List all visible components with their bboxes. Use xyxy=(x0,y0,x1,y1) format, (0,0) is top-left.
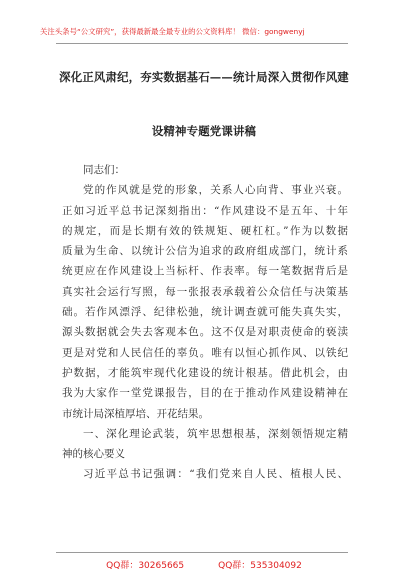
body-line: 的规定，而是长期有效的铁规矩、硬杠杠。”作为以数据 xyxy=(62,224,348,237)
body-line: 护数据，才能筑牢现代化建设的统计根基。借此机会，由 xyxy=(62,366,348,379)
footer xyxy=(0,558,408,571)
body-line: 源头数据就会失去客观本色。这不仅是对职责使命的亵渎 xyxy=(62,326,348,339)
body-line: 质量为生命、以统计公信为追求的政府组成部门，统计系 xyxy=(62,245,348,258)
header-rule xyxy=(56,43,348,44)
header-banner: 关注头条号“公文研究”，获得最新最全最专业的公文资料库！ 微信：gongwenyj xyxy=(40,27,305,36)
footer-qq-group-1: QQ群：30265665 xyxy=(106,561,185,571)
body-line: 党的作风就是党的形象，关系人心向背、事业兴衰。 xyxy=(83,184,348,197)
document-title-line-1: 深化正风肃纪，夯实数据基石——统计局深入贯彻作风建 xyxy=(59,70,349,84)
document-title-line-2: 设精神专题党课讲稿 xyxy=(151,124,257,138)
body-line: 市统计局深植厚培、开花结果。 xyxy=(62,407,209,420)
body-line: 我为大家作一堂党课报告，目的在于推动作风建设精神在 xyxy=(62,387,348,400)
body-line: 同志们： xyxy=(83,164,125,176)
body-line: 真实社会运行写照，每一张报表承载着公众信任与决策基 xyxy=(62,285,348,298)
footer-qq-group-2: QQ群：535304092 xyxy=(218,561,302,571)
body-line: 更是对党和人民信任的辜负。唯有以恒心抓作风、以铁纪 xyxy=(62,346,348,359)
document-body xyxy=(62,160,348,485)
body-line: 统更应在作风建设上当标杆、作表率。每一笔数据背后是 xyxy=(62,265,348,278)
body-line: 习近平总书记强调：“我们党来自人民、植根人民、 xyxy=(83,468,348,481)
section-heading-line: 神的核心要义 xyxy=(62,448,125,461)
footer-rule xyxy=(56,552,348,553)
section-heading-line: 一、深化理论武装，筑牢思想根基，深刻领悟规定精 xyxy=(83,427,348,440)
body-line: 正如习近平总书记深刻指出：“作风建设不是五年、十年 xyxy=(62,204,348,217)
body-line: 础。若作风漂浮、纪律松弛，统计调查就可能失真失实， xyxy=(62,306,348,319)
